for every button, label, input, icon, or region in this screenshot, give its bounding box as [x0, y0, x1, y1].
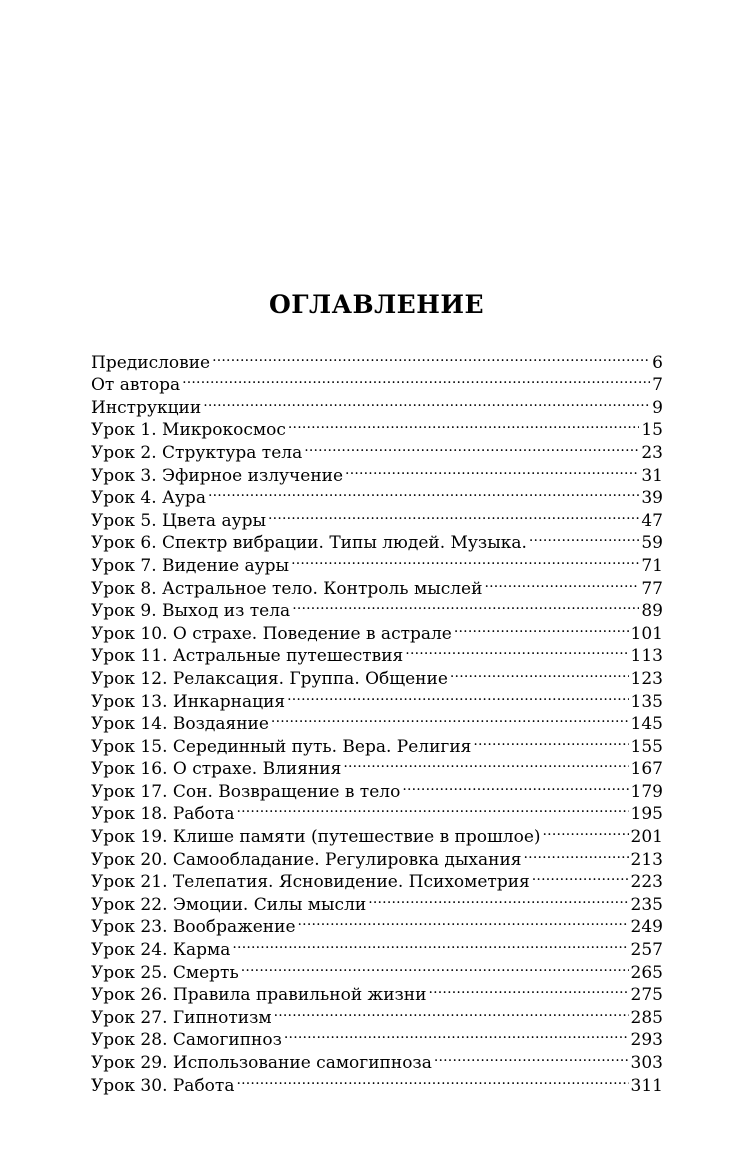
dot-leader: [405, 639, 628, 662]
toc-entry-title: Урок 11. Астральные путешествия: [91, 646, 404, 667]
toc-entry-page-number: 235: [630, 894, 663, 915]
toc-entry-page-number: 155: [630, 736, 663, 757]
toc-entry-page-number: 145: [630, 714, 663, 735]
dot-leader: [287, 684, 628, 707]
toc-entry-title: Урок 5. Цвета ауры: [91, 510, 267, 531]
dot-leader: [182, 368, 650, 391]
toc-entry-page-number: 23: [641, 442, 663, 463]
toc-entry-title: Урок 10. О страхе. Поведение в астрале: [91, 623, 452, 644]
toc-entry-page-number: 39: [641, 488, 663, 509]
dot-leader: [268, 503, 639, 526]
dot-leader: [292, 594, 639, 617]
toc-entry-page-number: 167: [630, 759, 663, 780]
toc-entry-page-number: 135: [630, 691, 663, 712]
dot-leader: [304, 435, 639, 458]
dot-leader: [241, 955, 629, 978]
toc-entry-page-number: 275: [630, 985, 663, 1006]
toc-entry-title: Урок 12. Релаксация. Группа. Общение: [91, 668, 448, 689]
toc-entry-page-number: 223: [630, 872, 663, 893]
toc-entry-page-number: 31: [641, 465, 663, 486]
toc-entry-page-number: 7: [652, 375, 663, 396]
toc-entry-title: Урок 6. Спектр вибрации. Типы людей. Музыка.: [91, 533, 527, 554]
dot-leader: [236, 797, 628, 820]
toc-entry-page-number: 195: [630, 804, 663, 825]
dot-leader: [428, 978, 628, 1001]
toc-entry-title: От автора: [91, 375, 181, 396]
dot-leader: [212, 345, 650, 368]
toc-entry-page-number: 6: [652, 352, 663, 373]
page-title: ОГЛАВЛЕНИЕ: [268, 290, 485, 319]
toc-entry-page-number: 213: [630, 849, 663, 870]
table-of-contents: [91, 345, 663, 1096]
toc-entry-page-number: 101: [630, 623, 663, 644]
dot-leader: [529, 526, 639, 549]
toc-entry-title: Урок 29. Использование самогипноза: [91, 1053, 432, 1073]
toc-entry-title: Урок 23. Воображение: [91, 917, 296, 938]
dot-leader: [271, 707, 629, 730]
toc-entry: [91, 345, 663, 373]
toc-entry-page-number: 257: [630, 940, 663, 961]
dot-leader: [484, 571, 639, 594]
dot-leader: [298, 910, 629, 933]
toc-entry-title: Урок 26. Правила правильной жизни: [91, 985, 427, 1006]
toc-entry-page-number: 285: [630, 1007, 663, 1028]
toc-entry-title: Урок 13. Инкарнация: [91, 691, 286, 712]
dot-leader: [524, 842, 629, 865]
toc-entry-page-number: 201: [630, 827, 663, 848]
dot-leader: [288, 413, 639, 436]
toc-entry-title: Урок 19. Клише памяти (путешествие в прошлое): [91, 827, 541, 848]
dot-leader: [208, 481, 639, 504]
toc-entry-title: Урок 9. Выход из тела: [91, 601, 291, 622]
toc-entry-title: Урок 8. Астральное тело. Контроль мыслей: [91, 578, 483, 599]
toc-entry-title: Урок 28. Самогипноз: [91, 1030, 282, 1051]
dot-leader: [274, 1000, 629, 1023]
dot-leader: [232, 932, 628, 955]
toc-entry-page-number: 89: [641, 601, 663, 622]
dot-leader: [473, 729, 628, 752]
toc-entry-title: Урок 7. Видение ауры: [91, 555, 290, 576]
toc-entry-title: Урок 30. Работа: [91, 1075, 235, 1096]
dot-leader: [434, 1045, 629, 1068]
toc-entry-page-number: 265: [630, 962, 663, 983]
toc-entry-title: Урок 17. Сон. Возвращение в тело: [91, 781, 401, 802]
toc-entry-title: Урок 15. Серединный путь. Вера. Религия: [91, 736, 472, 757]
toc-entry-title: Урок 1. Микрокосмос: [91, 420, 286, 441]
toc-entry-title: Урок 21. Телепатия. Ясновидение. Психометрия: [91, 872, 530, 893]
toc-entry-title: Урок 16. О страхе. Влияния: [91, 759, 342, 780]
toc-entry-page-number: 311: [630, 1075, 663, 1096]
toc-entry-title: Урок 22. Эмоции. Силы мысли: [91, 894, 367, 915]
toc-entry-page-number: 293: [630, 1030, 663, 1051]
toc-entry-title: Урок 27. Гипнотизм: [91, 1007, 272, 1028]
dot-leader: [402, 774, 628, 797]
toc-entry-page-number: 9: [652, 397, 663, 418]
toc-entry-title: Урок 14. Воздаяние: [91, 714, 269, 735]
toc-entry-page-number: 59: [641, 533, 663, 554]
dot-leader: [345, 458, 639, 481]
dot-leader: [454, 616, 629, 639]
toc-entry-title: Урок 3. Эфирное излучение: [91, 465, 344, 486]
toc-entry-page-number: 15: [641, 420, 663, 441]
dot-leader: [203, 390, 650, 413]
dot-leader: [450, 661, 629, 684]
dot-leader: [343, 752, 628, 775]
toc-entry-page-number: 249: [630, 917, 663, 938]
toc-entry-title: Урок 25. Смерть: [91, 962, 239, 983]
toc-entry-title: Урок 4. Аура: [91, 488, 206, 509]
dot-leader: [368, 887, 628, 910]
dot-leader: [291, 548, 639, 571]
toc-entry-title: Урок 18. Работа: [91, 804, 235, 825]
toc-entry-page-number: 47: [641, 510, 663, 531]
toc-entry-page-number: 77: [641, 578, 663, 599]
toc-entry-page-number: 113: [630, 646, 663, 667]
dot-leader: [284, 1023, 629, 1046]
toc-entry-page-number: 123: [630, 668, 663, 689]
toc-entry-page-number: 303: [630, 1053, 663, 1073]
toc-entry-title: Урок 2. Структура тела: [91, 442, 303, 463]
toc-entry-page-number: 71: [641, 555, 663, 576]
toc-entry-title: Инструкции: [91, 397, 202, 418]
dot-leader: [543, 819, 629, 842]
dot-leader: [236, 1068, 628, 1091]
dot-leader: [532, 865, 629, 888]
toc-entry-title: Урок 20. Самообладание. Регулировка дыхания: [91, 849, 522, 870]
toc-entry-title: Урок 24. Карма: [91, 940, 231, 961]
toc-entry-title: Предисловие: [91, 352, 211, 373]
toc-entry-page-number: 179: [630, 781, 663, 802]
